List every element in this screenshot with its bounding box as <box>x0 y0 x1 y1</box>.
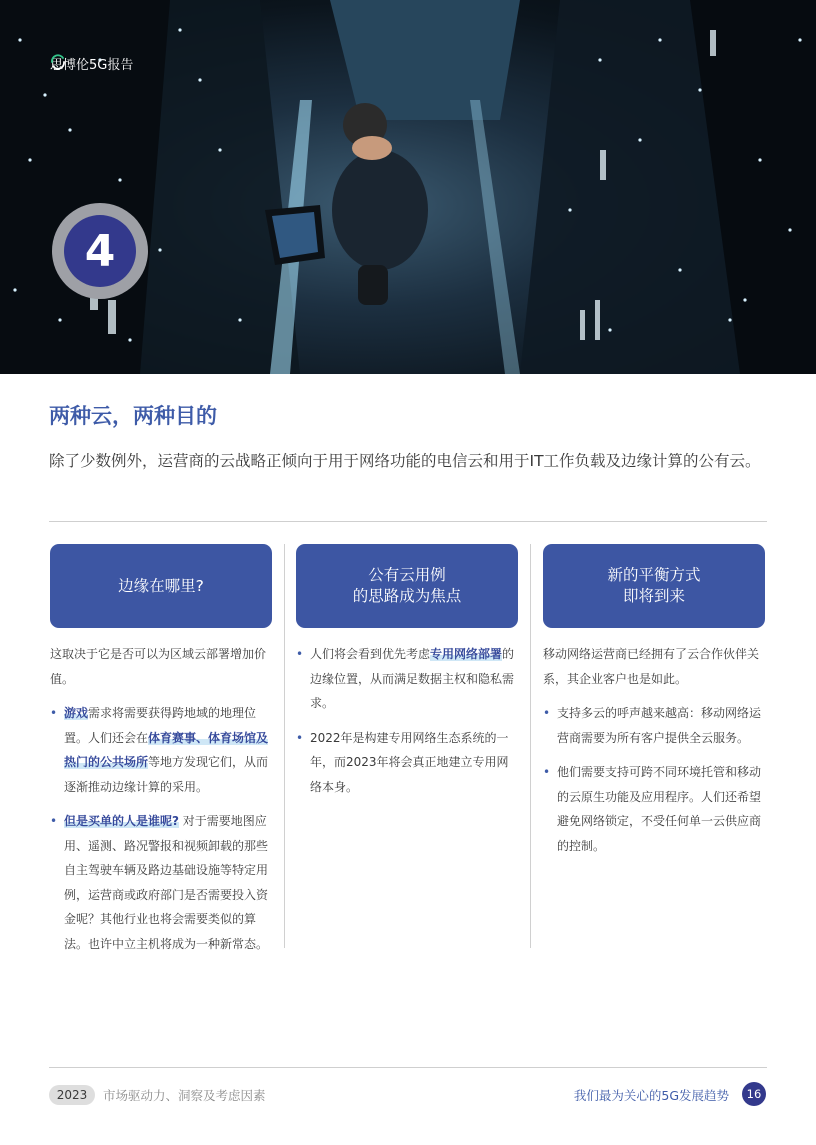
bullet-list <box>296 642 518 799</box>
highlight-term: 体育赛事、体育场馆及热门的公共场所 <box>64 730 269 769</box>
column-body <box>296 642 518 799</box>
bullet-text: 人们将会看到优先考虑 <box>310 647 431 661</box>
column-new-balance <box>543 544 765 868</box>
list-item <box>296 642 518 716</box>
page-number: 16 <box>742 1082 766 1106</box>
footer-chapter-text: 我们最为关心的5G发展趋势 <box>573 1088 729 1103</box>
column-body <box>50 642 272 956</box>
column-header-text <box>353 565 462 607</box>
list-item <box>50 809 272 956</box>
section-divider <box>49 521 767 522</box>
column-header <box>50 544 272 628</box>
footer-year-badge: 2023 <box>49 1085 95 1105</box>
section-title: 两种云，两种目的 <box>49 404 217 428</box>
column-header-text <box>607 565 700 607</box>
list-item <box>543 701 765 750</box>
chapter-number-badge: 4 <box>64 215 136 287</box>
highlight-term: 游戏 <box>64 706 89 720</box>
column-body <box>543 642 765 858</box>
bullet-list <box>543 701 765 858</box>
header-line: 的思路成为焦点 <box>352 587 462 605</box>
header-line: 新的平衡方式 <box>607 566 701 584</box>
column-divider <box>530 544 531 948</box>
bullet-text: 需求将需要获得跨地域的地理位置。人们还会在 <box>64 706 257 745</box>
column-header <box>543 544 765 628</box>
header-line: 公有云用例 <box>368 566 446 584</box>
column-intro: 移动网络运营商已经拥有了云合作伙伴关系，其企业客户也是如此。 <box>543 647 760 686</box>
bullet-text: 他们需要支持可跨不同环境托管和移动的云原生功能及应用程序。人们还希望避免网络锁定，不受任何单一云供应商的控制。 <box>557 765 762 853</box>
footer-divider <box>49 1067 767 1068</box>
list-item <box>296 726 518 800</box>
brand-name: 思博伦5G报告 <box>50 58 134 73</box>
column-intro: 这取决于它是否可以为区域云部署增加价值。 <box>50 647 267 686</box>
bullet-text: 等地方发现它们，从而逐渐推动边缘计算的采用。 <box>64 755 269 794</box>
column-edge <box>50 544 272 966</box>
bullet-list <box>50 701 272 956</box>
column-header-text: 边缘在哪里? <box>118 576 204 595</box>
highlight-term: 专用网络部署 <box>430 647 503 661</box>
highlight-term: 但是买单的人是谁呢? <box>64 814 179 828</box>
hero-image <box>0 0 816 374</box>
header-line: 即将到来 <box>622 587 685 605</box>
bullet-text: 对于需要地图应用、遥测、路况警报和视频卸载的那些自主驾驶车辆及路边基础设施等特定用例，运营商或政府部门是否需要投入资金呢？其他行业也将会需要类似的算法。也许中立主机将成为一种新常态。 <box>64 814 269 951</box>
bullet-text: 的边缘位置，从而满足数据主权和隐私需求。 <box>310 647 515 710</box>
brand-ring-icon <box>50 54 66 70</box>
footer-section-text: 市场驱动力、洞察及考虑因素 <box>103 1088 266 1103</box>
bullet-text: 2022年是构建专用网络生态系统的一年，而2023年将会真正地建立专用网络本身。 <box>310 730 509 794</box>
section-intro: 除了少数例外，运营商的云战略正倾向于用于网络功能的电信云和用于IT工作负载及边缘计算的公有云。 <box>49 452 761 470</box>
brand-logo <box>50 54 133 73</box>
list-item <box>50 701 272 799</box>
bullet-text: 支持多云的呼声越来越高：移动网络运营商需要为所有客户提供全云服务。 <box>557 706 762 745</box>
column-divider <box>284 544 285 948</box>
list-item <box>543 760 765 858</box>
column-header <box>296 544 518 628</box>
column-public-cloud <box>296 544 518 809</box>
